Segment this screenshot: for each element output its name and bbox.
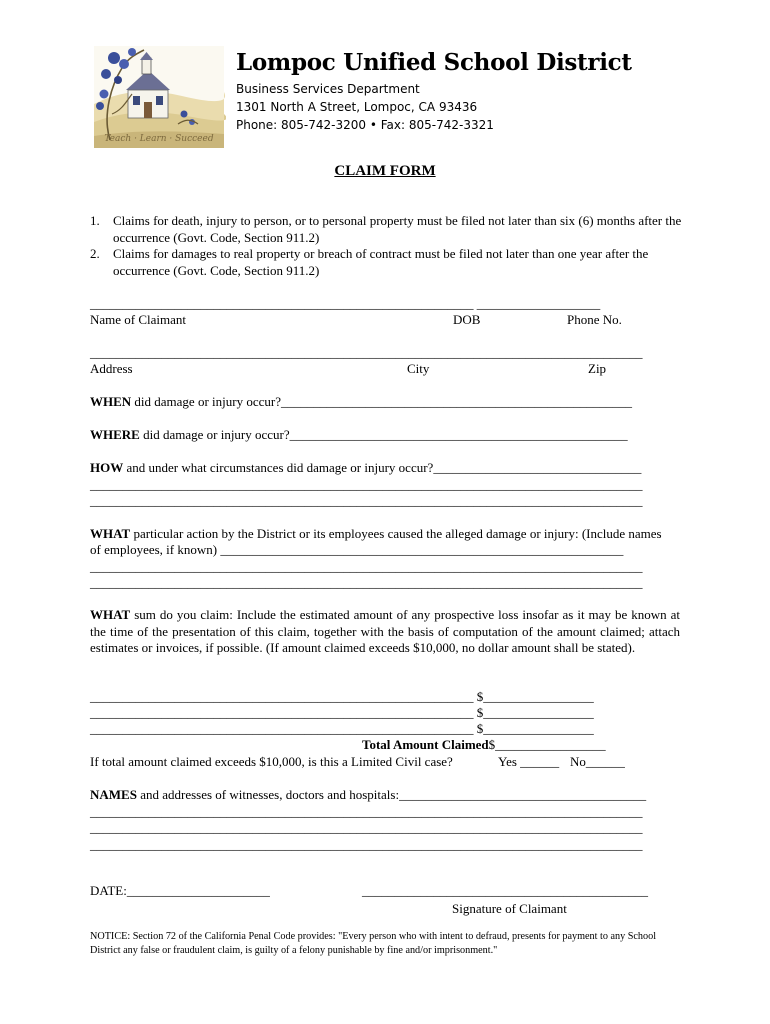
total-amount-row [362,737,606,754]
instruction-item [90,213,690,246]
signature-line[interactable]: ____________________________________________ [362,883,648,898]
what-action-answer-line[interactable]: _____________________________________________________________________________________ [90,559,643,574]
dob-label: DOB [453,312,481,327]
what-sum-keyword: WHAT [90,607,131,622]
instruction-number: 2. [90,246,100,261]
amount-row [90,689,594,706]
instruction-item [90,246,690,279]
address-label: Address [90,361,133,376]
names-answer-line[interactable]: _____________________________________________________________________________________ [90,837,643,852]
names-answer-line[interactable]: _____________________________________________________________________________________ [90,820,643,835]
amount-description-field[interactable]: ___________________________________________________________ [90,721,474,736]
total-amount-label: Total Amount Claimed [362,737,489,752]
when-answer-field[interactable]: ______________________________________________________ [280,394,632,409]
department-name: Business Services Department [236,82,420,96]
what-sum-question [90,607,680,657]
amount-value-field[interactable]: $_________________ [476,721,594,736]
when-question [90,394,632,411]
zip-label: Zip [588,361,607,376]
contact-info: Phone: 805-742-3200 • Fax: 805-742-3321 [236,118,494,132]
phone-label: Phone No. [567,312,622,327]
instruction-number: 1. [90,213,100,228]
instruction-text: Claims for damages to real property or breach of contract must be filed not later than one year after the occurrence (Govt. Code, Section 911.2) [113,246,649,278]
total-amount-field[interactable]: $_________________ [488,737,606,752]
names-answer-line[interactable]: _____________________________________________________________________________________ [90,804,643,819]
what-action-text-2: of employees, if known) [90,542,218,557]
how-answer-line[interactable]: _____________________________________________________________________________________ [90,477,643,492]
names-answer-field[interactable]: ______________________________________ [399,787,647,802]
instruction-text: Claims for death, injury to person, or to personal property must be filed not later than six (6) months after the occurrence (Govt. Code, Section 911.2) [113,213,682,245]
limited-civil-no[interactable]: No______ [570,754,625,769]
form-title: CLAIM FORM [334,163,436,179]
address-line[interactable]: _____________________________________________________________________________________ [90,345,643,360]
where-keyword: WHERE [90,427,140,442]
how-text: and under what circumstances did damage or injury occur? [123,460,434,475]
date-row [90,883,270,900]
what-action-text: particular action by the District or its employees caused the alleged damage or injury: (Include names [130,526,662,541]
amount-value-field[interactable]: $_________________ [476,689,594,704]
when-keyword: WHEN [90,394,132,409]
amount-description-field[interactable]: ___________________________________________________________ [90,689,474,704]
limited-civil-question: If total amount claimed exceeds $10,000, is this a Limited Civil case? [90,754,453,769]
where-text: did damage or injury occur? [139,427,290,442]
instructions-list [90,213,690,279]
how-question [90,460,641,477]
district-name: Lompoc Unified School District [236,49,632,76]
when-text: did damage or injury occur? [131,394,281,409]
amount-row [90,705,594,722]
date-label: DATE: [90,883,127,898]
district-logo [92,44,226,150]
limited-civil-yes[interactable]: Yes ______ [498,754,560,769]
date-field[interactable]: ______________________ [126,883,270,898]
letterhead [236,48,632,134]
where-question [90,427,628,444]
what-action-answer-line[interactable]: _____________________________________________________________________________________ [90,575,643,590]
how-answer-line[interactable]: _____________________________________________________________________________________ [90,493,643,508]
what-action-keyword: WHAT [90,526,131,541]
amount-row [90,721,594,738]
logo-tagline: Teach · Learn · Succeed [104,134,214,144]
amount-value-field[interactable]: $_________________ [476,705,594,720]
where-answer-field[interactable]: ____________________________________________________ [289,427,628,442]
claimant-line[interactable]: ___________________________________________________________ ___________________ [90,296,601,311]
penal-code-notice: NOTICE: Section 72 of the California Penal Code provides: "Every person who with intent to defraud, presents for payment to any School District any false or fraudulent claim, is guilty of a felony punishable by fine and/or imprisonment." [90,931,657,956]
what-action-question [90,526,662,543]
names-question [90,787,646,804]
claimant-name-label: Name of Claimant [90,312,187,327]
signature-label: Signature of Claimant [452,901,567,916]
what-action-question-cont [90,542,623,559]
names-text: and addresses of witnesses, doctors and hospitals: [136,787,400,802]
how-keyword: HOW [90,460,124,475]
district-address: 1301 North A Street, Lompoc, CA 93436 [236,100,478,114]
names-keyword: NAMES [90,787,137,802]
what-sum-text: sum do you claim: Include the estimated amount of any prospective loss insofar as it may be known at the time of the presentation of this claim, together with the basis of computation of the amount claimed; attach estimates or invoices, if possible. (If amount claimed exceeds $10,000, no dollar amount shall be stated). [90,607,680,655]
city-label: City [407,361,430,376]
how-answer-field[interactable]: ________________________________ [433,460,642,475]
amount-description-field[interactable]: ___________________________________________________________ [90,705,474,720]
what-action-answer-field[interactable]: ______________________________________________________________ [220,542,624,557]
